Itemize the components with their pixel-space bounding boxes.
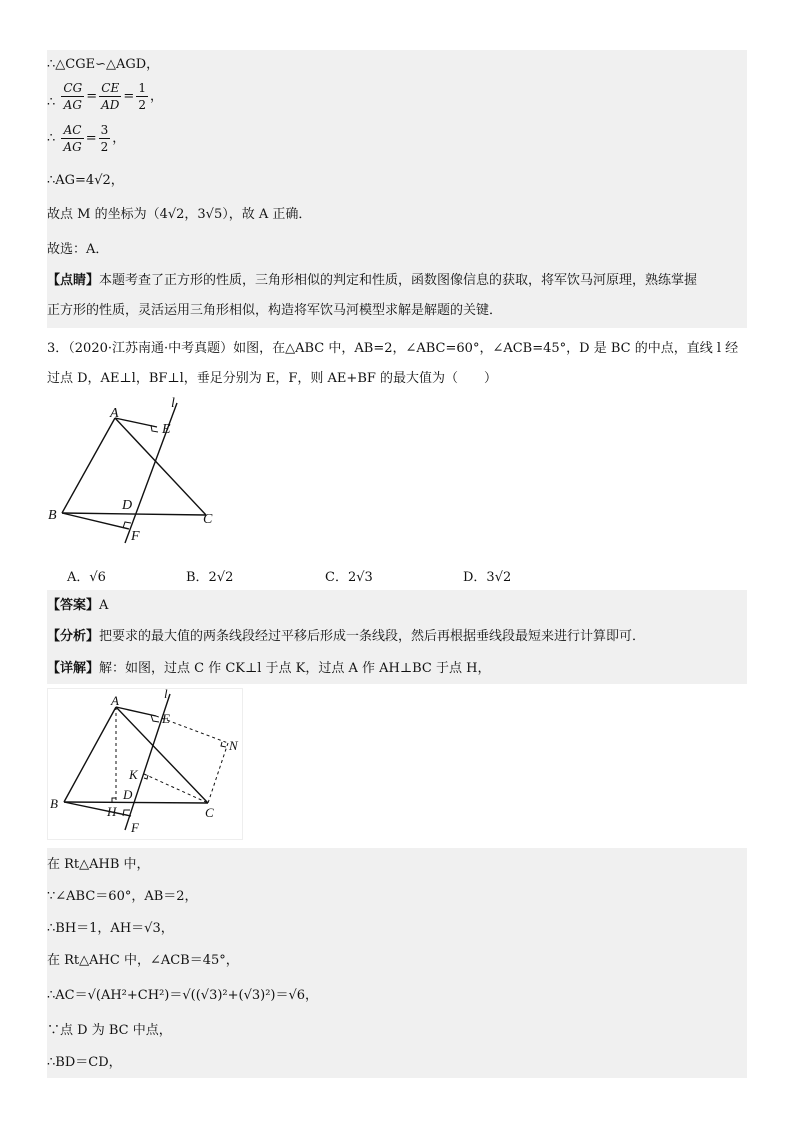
option-a[interactable]: A．√6 <box>67 570 106 585</box>
analysis-text: 把要求的最大值的两条线段经过平移后形成一条线段，然后再根据垂线段最短来进行计算即可． <box>99 629 646 644</box>
sol-line-4 <box>47 944 747 976</box>
option-b[interactable]: B．2√2 <box>186 570 234 585</box>
fraction <box>61 80 84 113</box>
numerator: CE <box>99 80 121 97</box>
sol-line-1 <box>47 848 747 880</box>
point-h-label: H <box>107 804 117 819</box>
solution-figure <box>48 689 242 839</box>
line-ag-text: ∴AG=4√2， <box>47 173 124 188</box>
fraction <box>99 80 121 113</box>
note-text-2: 正方形的性质，灵活运用三角形相似，构造将军饮马河模型求解是解题的关键． <box>47 303 503 318</box>
numerator: 3 <box>99 122 111 139</box>
line-similar-text: ∴△CGE∽△AGD， <box>47 57 160 72</box>
fraction <box>99 122 111 155</box>
denominator: AG <box>63 98 82 113</box>
analysis-label: 【分析】 <box>47 629 100 644</box>
denominator: 2 <box>138 98 146 113</box>
sol-text-3: ∴BH＝1，AH＝√3， <box>47 921 174 936</box>
option-d[interactable]: D．3√2 <box>463 570 512 585</box>
line-choice <box>47 232 747 266</box>
point-e-label: E <box>162 422 171 437</box>
detail-line <box>47 652 747 684</box>
question-stem <box>47 334 747 394</box>
sol-text-4: 在 Rt△AHC 中，∠ACB＝45°， <box>47 953 239 968</box>
answer-line <box>47 590 747 620</box>
option-c[interactable]: C．2√3 <box>325 570 373 585</box>
sol-line-5 <box>47 976 747 1014</box>
sol-text-1: 在 Rt△AHB 中， <box>47 857 150 872</box>
fraction <box>61 122 83 155</box>
question-line-1: 3．（2020·江苏南通·中考真题）如图，在△ABC 中，AB=2，∠ABC=60°，∠ACB=45°，D 是 BC 的中点，直线 l 经 <box>47 341 739 356</box>
denominator: AD <box>101 98 120 113</box>
analysis-line <box>47 620 747 652</box>
question-line-2: 过点 D，AE⊥l，BF⊥l，垂足分别为 E，F，则 AE+BF 的最大值为（ ） <box>47 371 498 386</box>
point-f-label: F <box>131 529 140 544</box>
line-ratio-2: ∴ $\frac{AC}{AG}$ = $\frac{3}{2}$ ， <box>47 122 747 164</box>
numerator: 1 <box>136 80 148 97</box>
detail-text: 解：如图，过点 C 作 CK⊥l 于点 K，过点 A 作 AH⊥BC 于点 H， <box>99 661 491 676</box>
numerator: AC <box>61 122 83 139</box>
vertex-a-label: A <box>111 693 119 708</box>
vertex-b-label: B <box>50 796 58 811</box>
answer-label: 【答案】 <box>47 598 100 613</box>
line-l-label: l <box>171 396 175 411</box>
note-text-1: 本题考查了正方形的性质，三角形相似的判定和性质，函数图像信息的获取，将军饮马河原理，熟练掌握 <box>99 273 698 288</box>
point-f-label: F <box>131 820 139 835</box>
line-l-label: l <box>164 689 168 701</box>
point-k-label: K <box>129 767 138 782</box>
detail-label: 【详解】 <box>47 661 100 676</box>
note-block <box>47 266 747 328</box>
vertex-c-label: C <box>203 512 213 527</box>
line-ratio-1: ∴ $\frac{CG}{AG}$ = $\frac{CE}{AD}$ = $\frac{1}{2}$ ， <box>47 80 747 122</box>
point-n-label: N <box>229 738 238 753</box>
sol-line-2 <box>47 880 747 912</box>
sol-text-2: ∵∠ABC＝60°，AB＝2， <box>47 889 198 904</box>
line-choice-text: 故选：A． <box>47 242 109 257</box>
fraction <box>136 80 148 113</box>
point-d-label: D <box>122 498 133 513</box>
denominator: AG <box>63 140 82 155</box>
sol-text-5: ∴AC＝√(AH²+CH²)＝√((√3)²+(√3)²)＝√6， <box>47 988 319 1003</box>
sol-line-7 <box>47 1046 747 1078</box>
line-similar <box>47 50 747 80</box>
sol-line-3 <box>47 912 747 944</box>
vertex-a-label: A <box>110 406 119 421</box>
sol-text-7: ∴BD＝CD， <box>47 1055 122 1070</box>
vertex-c-label: C <box>205 805 214 820</box>
question-figure <box>40 395 240 555</box>
solution-figure-frame <box>47 688 243 840</box>
point-d-label: D <box>123 787 133 802</box>
sol-text-6: ∵点 D 为 BC 中点， <box>47 1023 172 1038</box>
line-coordinate-text: 故点 M 的坐标为（4√2，3√5），故 A 正确． <box>47 207 312 222</box>
answer-value: A <box>99 598 109 613</box>
line-coordinate <box>47 196 747 232</box>
vertex-b-label: B <box>48 508 57 523</box>
point-e-label: E <box>162 711 170 726</box>
numerator: CG <box>61 80 84 97</box>
denominator: 2 <box>100 140 109 155</box>
note-label: 【点睛】 <box>47 273 100 288</box>
line-ag <box>47 164 747 196</box>
sol-line-6 <box>47 1014 747 1046</box>
